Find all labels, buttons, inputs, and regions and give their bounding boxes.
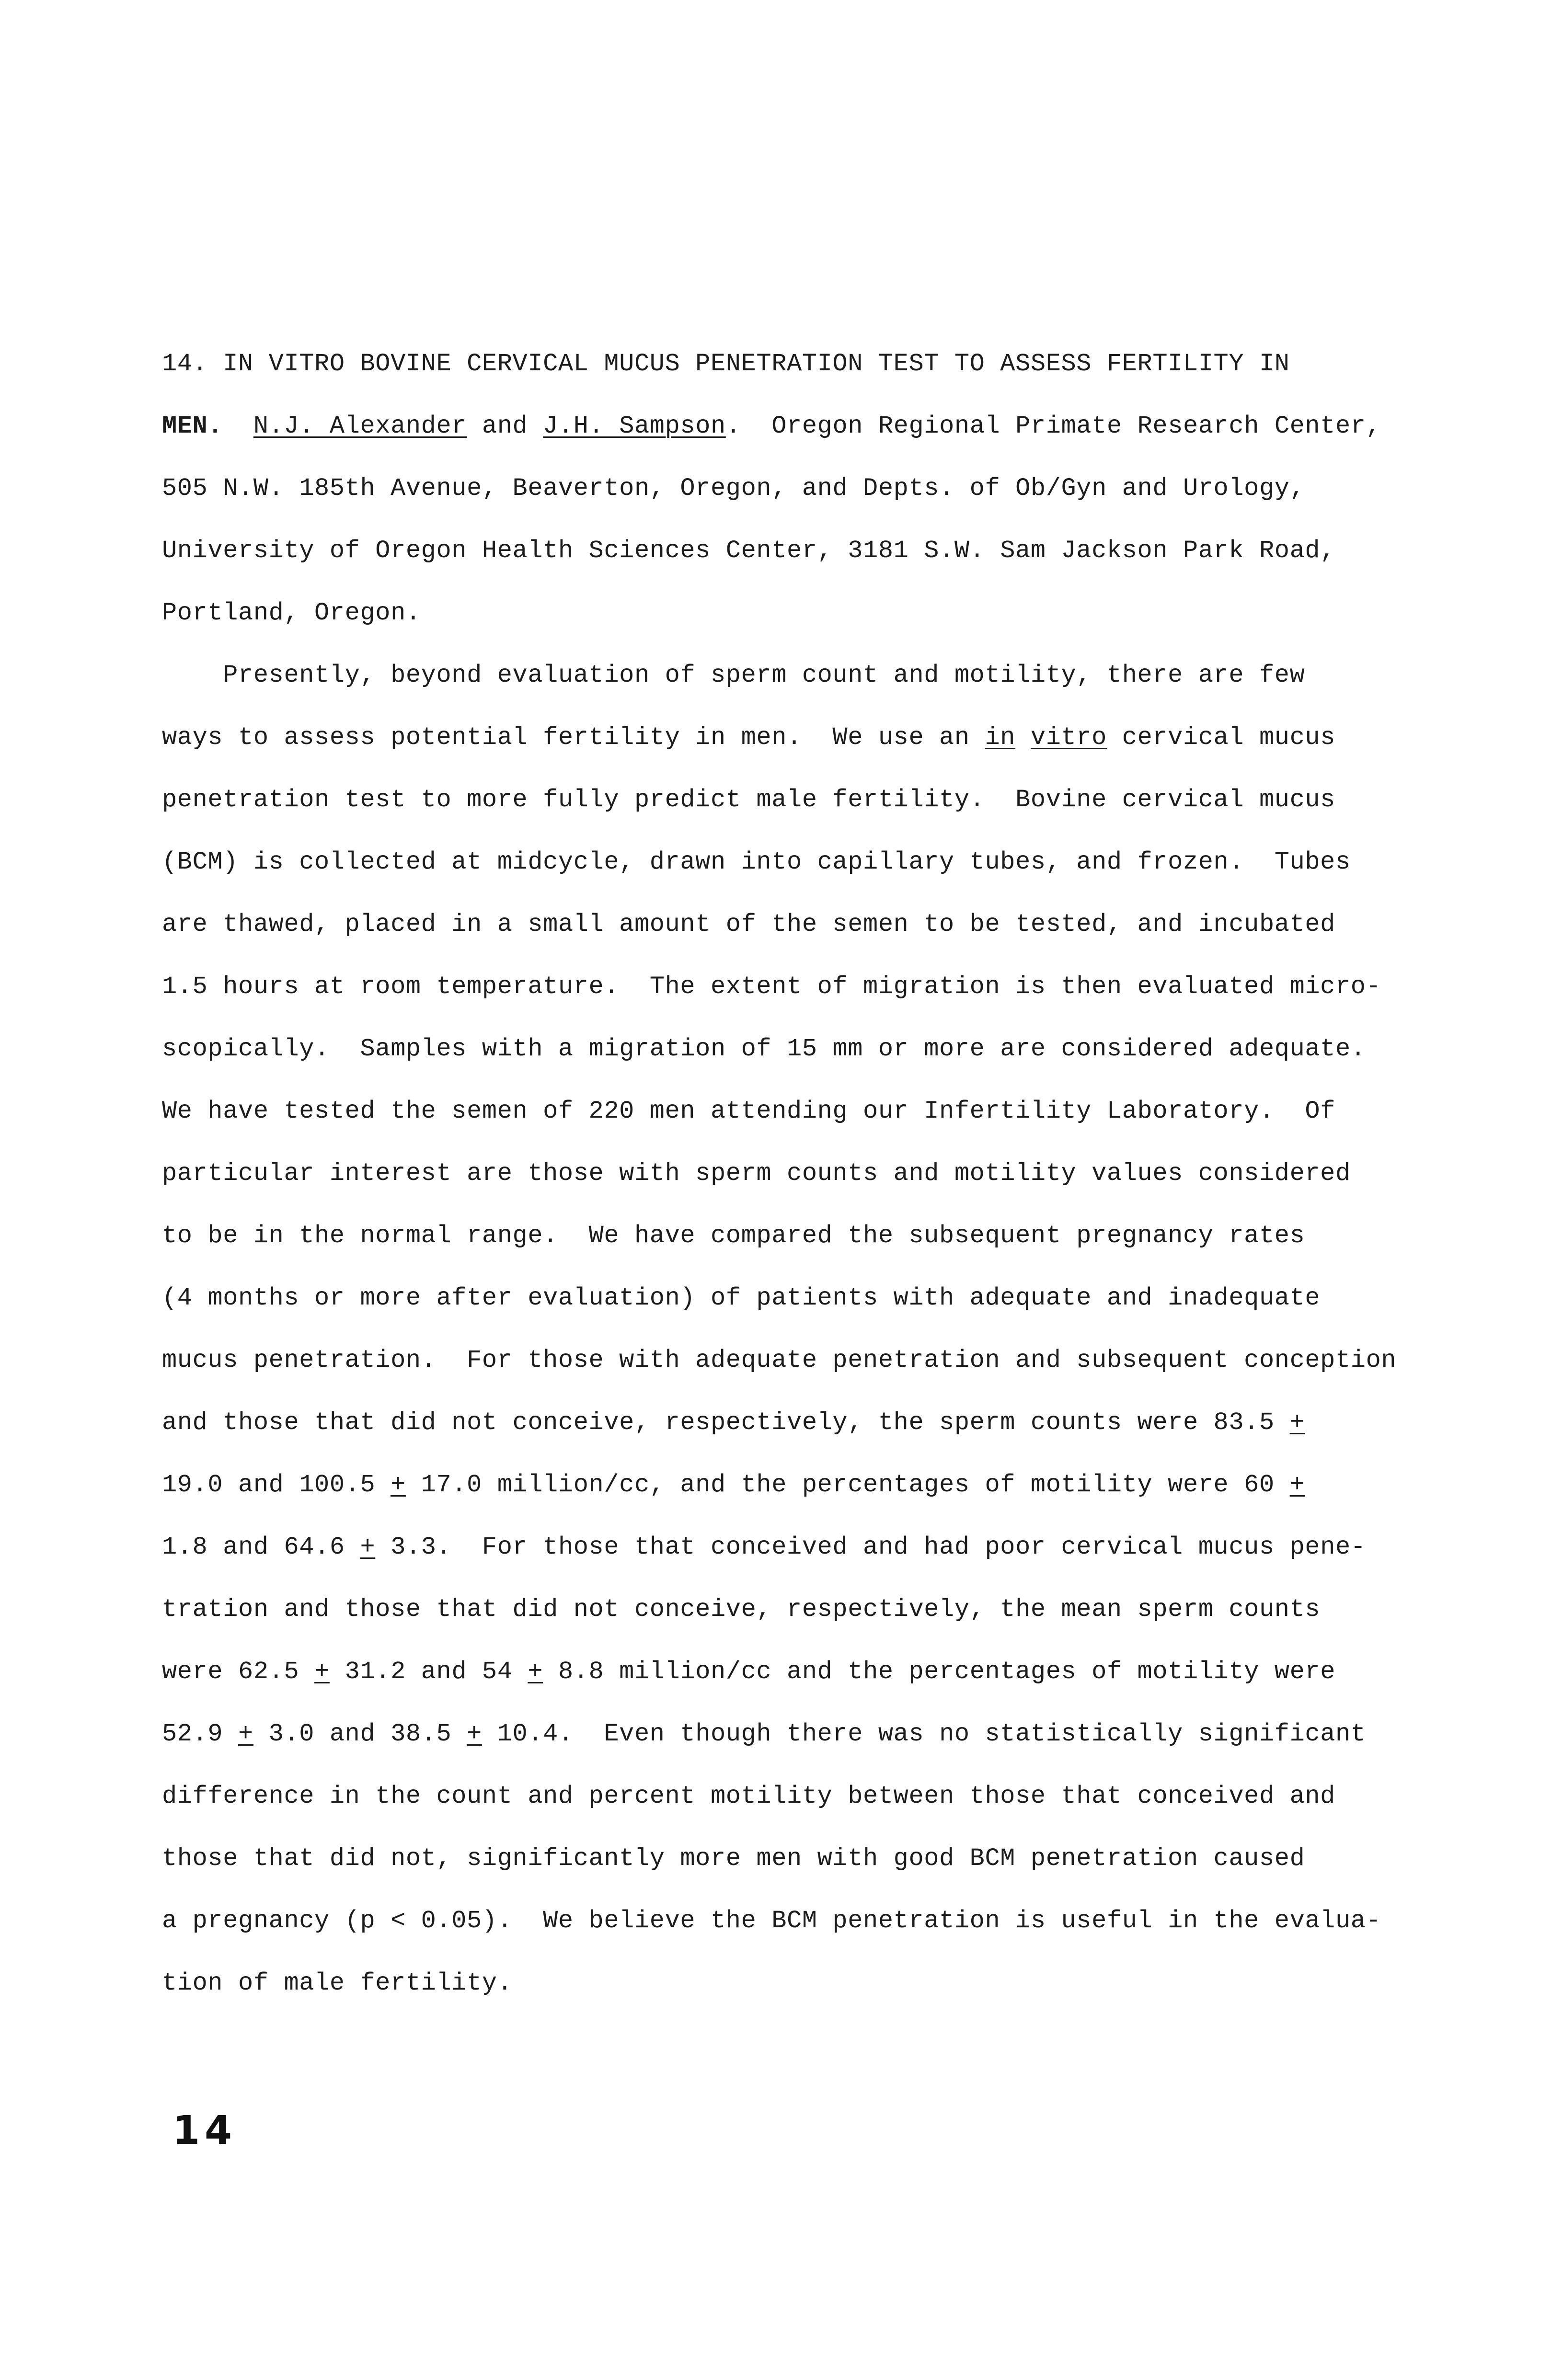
body-line-7: scopically. Samples with a migration of 15 mm or more are considered adequate. bbox=[162, 1035, 1366, 1063]
page-number: 14 bbox=[172, 2108, 237, 2153]
italic-vitro: vitro bbox=[1030, 723, 1107, 752]
body-line-14: 19.0 and 100.5 + 17.0 million/cc, and the percentages of motility were 60 + bbox=[162, 1471, 1305, 1499]
body-line-6: 1.5 hours at room temperature. The extent of migration is then evaluated micro- bbox=[162, 973, 1381, 1001]
plus-minus-sign: + bbox=[528, 1658, 543, 1686]
body-line-18: 52.9 + 3.0 and 38.5 + 10.4. Even though there was no statistically significant bbox=[162, 1720, 1366, 1748]
plus-minus-sign: + bbox=[391, 1471, 406, 1499]
author-sampson: J.H. Sampson bbox=[543, 412, 726, 440]
author-alexander: N.J. Alexander bbox=[253, 412, 467, 440]
title-line-1: 14. IN VITRO BOVINE CERVICAL MUCUS PENETRATION TEST TO ASSESS FERTILITY IN bbox=[162, 350, 1290, 378]
body-line-15: 1.8 and 64.6 + 3.3. For those that conceived and had poor cervical mucus pene- bbox=[162, 1533, 1366, 1561]
title-ending: MEN. bbox=[162, 412, 223, 440]
body-line-5: are thawed, placed in a small amount of the semen to be tested, and incubated bbox=[162, 910, 1335, 938]
body-line-8: We have tested the semen of 220 men attending our Infertility Laboratory. Of bbox=[162, 1097, 1335, 1125]
plus-minus-sign: + bbox=[1289, 1408, 1305, 1437]
affiliation-line-1: 505 N.W. 185th Avenue, Beaverton, Oregon, and Depts. of Ob/Gyn and Urology, bbox=[162, 474, 1305, 503]
body-line-17: were 62.5 + 31.2 and 54 + 8.8 million/cc and the percentages of motility were bbox=[162, 1658, 1336, 1686]
plus-minus-sign: + bbox=[467, 1720, 482, 1748]
affiliation-line-2: University of Oregon Health Sciences Center, 3181 S.W. Sam Jackson Park Road, bbox=[162, 537, 1335, 565]
body-line-10: to be in the normal range. We have compared the subsequent pregnancy rates bbox=[162, 1222, 1305, 1250]
body-line-16: tration and those that did not conceive, respectively, the mean sperm counts bbox=[162, 1595, 1321, 1624]
body-line-19: difference in the count and percent motility between those that conceived and bbox=[162, 1782, 1335, 1810]
plus-minus-sign: + bbox=[360, 1533, 376, 1561]
body-line-9: particular interest are those with sperm counts and motility values considered bbox=[162, 1159, 1351, 1188]
plus-minus-sign: + bbox=[238, 1720, 253, 1748]
affiliation-line-3: Portland, Oregon. bbox=[162, 599, 421, 627]
plus-minus-sign: + bbox=[314, 1658, 330, 1686]
italic-in: in bbox=[985, 723, 1016, 752]
body-line-2: ways to assess potential fertility in men. We use an in vitro cervical mucus bbox=[162, 723, 1336, 752]
body-line-12: mucus penetration. For those with adequate penetration and subsequent conception bbox=[162, 1346, 1397, 1374]
body-line-22: tion of male fertility. bbox=[162, 1969, 513, 1997]
body-line-1: Presently, beyond evaluation of sperm count and motility, there are few bbox=[162, 661, 1305, 689]
body-line-13: and those that did not conceive, respectively, the sperm counts were 83.5 + bbox=[162, 1408, 1305, 1437]
plus-minus-sign: + bbox=[1289, 1471, 1305, 1499]
title-author-line: MEN. N.J. Alexander and J.H. Sampson. Oregon Regional Primate Research Center, bbox=[162, 412, 1381, 440]
body-line-4: (BCM) is collected at midcycle, drawn into capillary tubes, and frozen. Tubes bbox=[162, 848, 1351, 876]
body-line-11: (4 months or more after evaluation) of patients with adequate and inadequate bbox=[162, 1284, 1321, 1312]
body-line-20: those that did not, significantly more men with good BCM penetration caused bbox=[162, 1844, 1305, 1873]
body-line-21: a pregnancy (p < 0.05). We believe the BCM penetration is useful in the evalua- bbox=[162, 1907, 1381, 1935]
body-line-3: penetration test to more fully predict male fertility. Bovine cervical mucus bbox=[162, 786, 1335, 814]
